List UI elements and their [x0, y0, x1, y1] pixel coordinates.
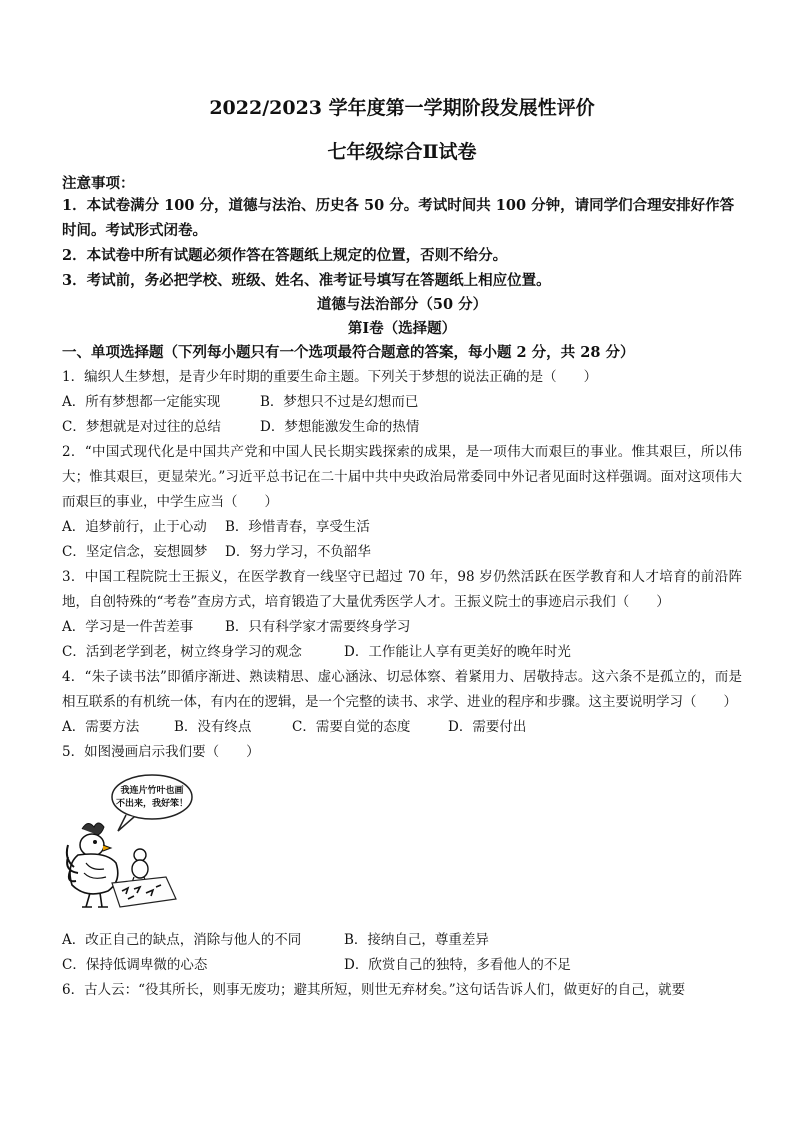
option: C．需要自觉的态度: [292, 719, 411, 735]
exam-page: [62, 92, 742, 1003]
rooster-cartoon-image: [64, 771, 194, 916]
speech-line: 我连片竹叶也画: [120, 786, 184, 796]
option-row: [62, 615, 742, 640]
option-row: [62, 540, 742, 565]
notice-item: 2．本试卷中所有试题必须作答在答题纸上规定的位置，否则不给分。: [62, 247, 508, 264]
option-row: [62, 928, 742, 953]
option: D．需要付出: [448, 719, 527, 735]
question-stem: 3．中国工程院院士王振义，在医学教育一线坚守已超过 70 年，98 岁仍然活跃在医学教育和人才培育的前沿阵地，自创特殊的“考卷”查房方式，培育锻造了大量优秀医学人才。王振义院士的事迹启示我们（ ）: [62, 569, 742, 610]
option: B．只有科学家才需要终身学习: [225, 619, 411, 635]
option: B．珍惜青春，享受生活: [225, 519, 370, 535]
option-row: [62, 515, 742, 540]
option: C．坚定信念，妄想圆梦: [62, 544, 208, 560]
part-title: 一、单项选择题（下列每小题只有一个选项最符合题意的答案，每小题 2 分，共 28 分）: [62, 344, 635, 361]
option: B．接纳自己，尊重差异: [344, 932, 489, 948]
question-stem: 1．编织人生梦想，是青少年时期的重要生命主题。下列关于梦想的说法正确的是（ ）: [62, 369, 598, 385]
exam-subtitle: 七年级综合Ⅱ试卷: [327, 141, 477, 163]
option: C．活到老学到老，树立终身学习的观念: [62, 644, 302, 660]
speech-line: 不出来，我好笨！: [115, 799, 189, 809]
question-stem: 5．如图漫画启示我们要（ ）: [62, 744, 260, 760]
option: D．梦想能激发生命的热情: [260, 419, 420, 435]
option: A．改正自己的缺点，消除与他人的不同: [62, 932, 302, 948]
option: A．追梦前行，止于心动: [62, 519, 207, 535]
exam-title: 2022/2023 学年度第一学期阶段发展性评价: [209, 97, 595, 119]
notice-heading: 注意事项：: [62, 175, 135, 192]
option: A．所有梦想都一定能实现: [62, 394, 221, 410]
option: D．工作能让人享有更美好的晚年时光: [344, 644, 571, 660]
option: A．需要方法: [62, 719, 140, 735]
notice-item: 3．考试前，务必把学校、班级、姓名、准考证号填写在答题纸上相应位置。: [62, 272, 551, 289]
option: A．学习是一件苦差事: [62, 619, 194, 635]
option-row: [62, 640, 742, 665]
section-name: 道德与法治部分（50 分）: [316, 296, 488, 313]
option-row: [62, 715, 742, 740]
option: C．保持低调卑微的心态: [62, 957, 208, 973]
question-stem: 4．“朱子读书法”即循序渐进、熟读精思、虚心涵泳、切忌体察、着紧用力、居敬持志。这六条不是孤立的，而是相互联系的有机统一体，有内在的逻辑，是一个完整的读书、求学、进业的程序和步骤。这主要说明学习（ ）: [62, 669, 742, 710]
option: B．梦想只不过是幻想而已: [260, 394, 419, 410]
option: D．欣赏自己的独特，多看他人的不足: [344, 957, 571, 973]
question-stem: 2．“中国式现代化是中国共产党和中国人民长期实践探索的成果，是一项伟大而艰巨的事业。惟其艰巨，所以伟大；惟其艰巨，更显荣光。”习近平总书记在二十届中共中央政治局常委同中外记者见面时这样强调。面对这项伟大而艰巨的事业，中学生应当（ ）: [62, 444, 742, 510]
option-row: [62, 390, 742, 415]
option: C．梦想就是对过往的总结: [62, 419, 221, 435]
question-stem: 6．古人云：“役其所长，则事无废功；避其所短，则世无弃材矣。”这句话告诉人们，做更好的自己，就要: [62, 982, 686, 998]
rooster-icon: [67, 823, 118, 907]
option-row: [62, 415, 742, 440]
volume-title: 第Ⅰ卷（选择题）: [347, 320, 457, 337]
option-row: [62, 953, 742, 978]
notice-item: 1．本试卷满分 100 分，道德与法治、历史各 50 分。考试时间共 100 分钟，请同学们合理安排好作答时间。考试形式闭卷。: [62, 197, 735, 239]
option: B．没有终点: [174, 719, 252, 735]
paper-sheet: [112, 877, 176, 907]
option: D．努力学习，不负韶华: [225, 544, 371, 560]
